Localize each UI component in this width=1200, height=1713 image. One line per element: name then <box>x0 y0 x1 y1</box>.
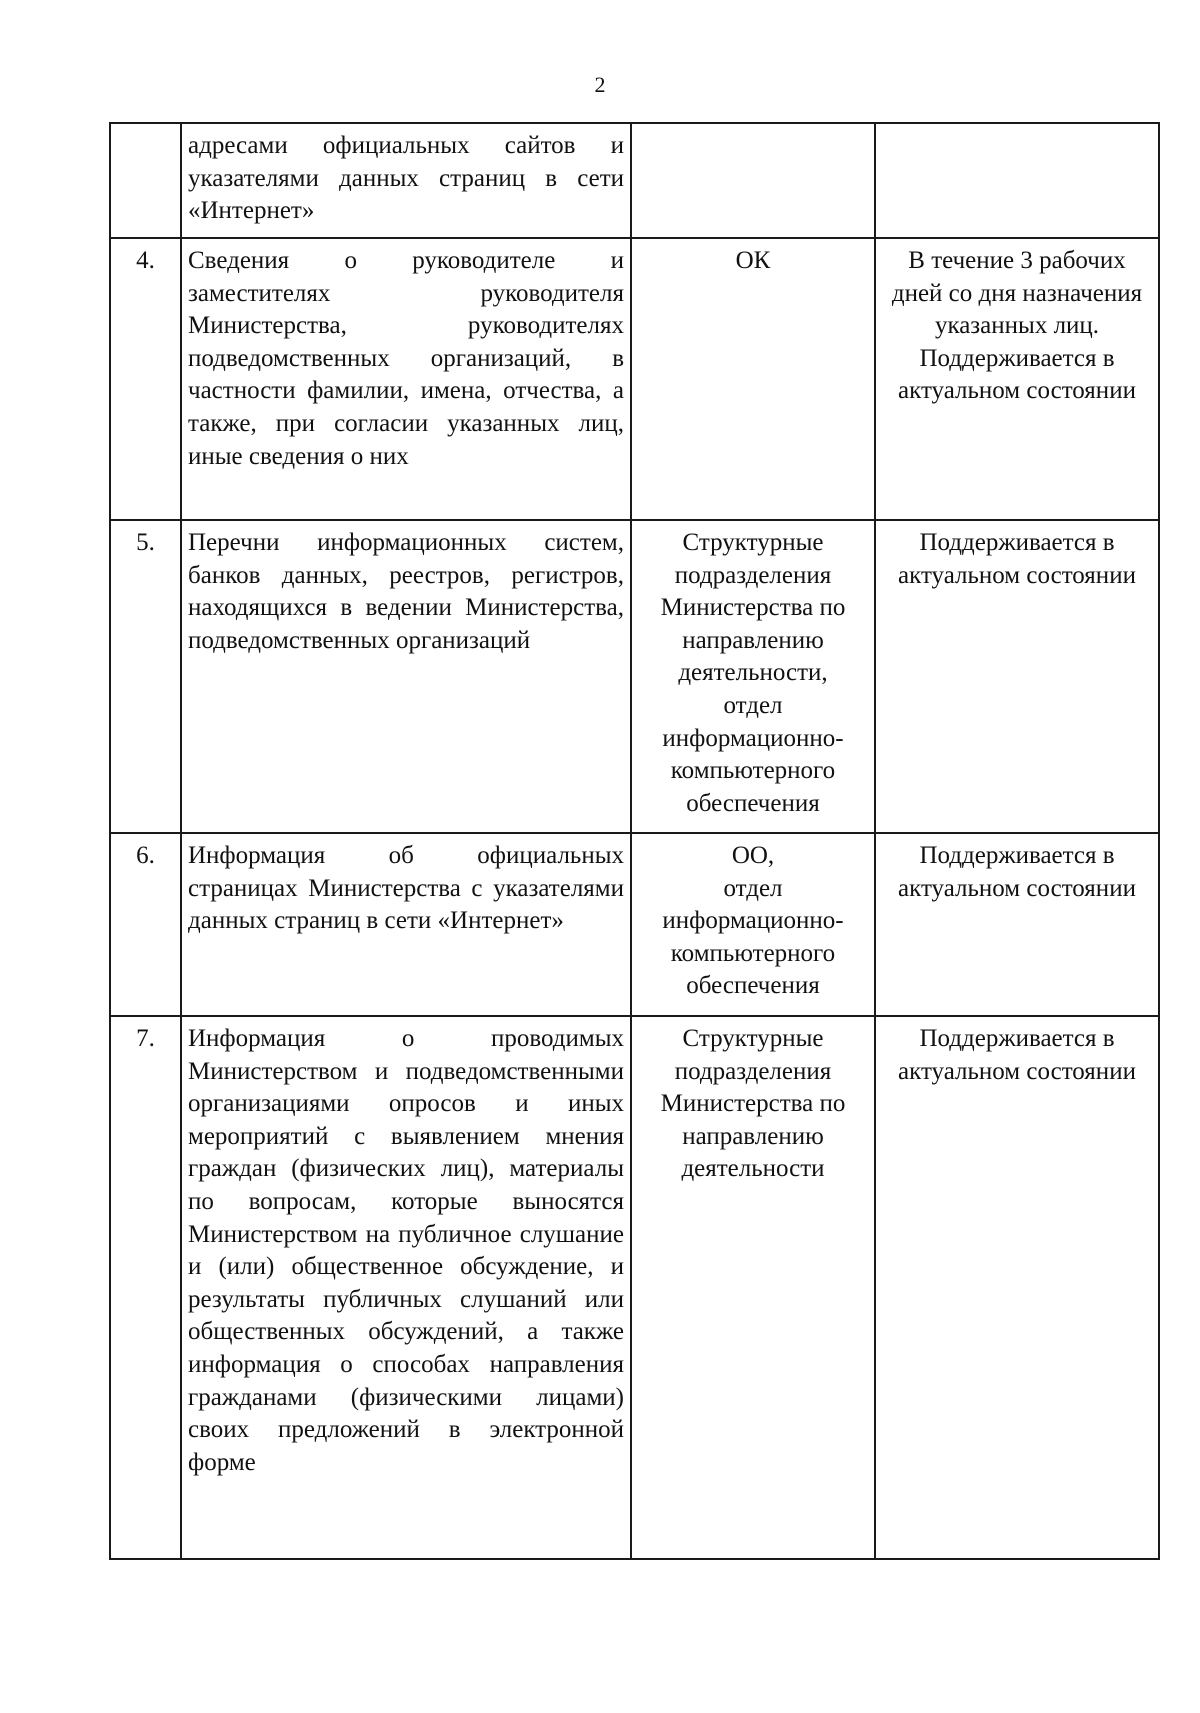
responsible-cell <box>631 833 875 1016</box>
table-row <box>110 123 1159 238</box>
table-row <box>110 1016 1159 1559</box>
row-description: Информация об официальных страницах Министерства с указателями данных страниц в сети «Интернет» <box>188 842 624 935</box>
description-cell <box>181 833 631 1016</box>
table-row <box>110 238 1159 520</box>
row-number: 6. <box>136 842 155 869</box>
row-responsible: ОО, отдел информационно-компьютерного обеспечения <box>662 842 844 1000</box>
row-number-cell <box>110 238 181 520</box>
row-term: Поддерживается в актуальном состоянии <box>898 1025 1136 1085</box>
page-number: 2 <box>594 72 606 97</box>
responsible-cell <box>631 238 875 520</box>
row-responsible: Структурные подразделения Министерства по направлению деятельности <box>660 1025 846 1183</box>
row-number-cell <box>110 520 181 833</box>
row-number-cell <box>110 1016 181 1559</box>
row-description: Информация о проводимых Министерством и подведомственными организациями опросов и иных мероприятий с выявлением мнения граждан (физических лиц), материалы по вопросам, которые выносятся Министерством на публичное слушание и (или) общественное обсуждение, и результаты публичных слушаний или общественных обсуждений, а также информация о способах направления гражданами (физическими лицами) своих предложений в электронной форме <box>188 1025 624 1476</box>
row-responsible: ОК <box>735 247 771 274</box>
description-cell <box>181 520 631 833</box>
description-cell <box>181 238 631 520</box>
row-number: 7. <box>136 1025 155 1052</box>
row-number: 5. <box>136 529 155 556</box>
row-term: В течение 3 рабочих дней со дня назначения указанных лиц. Поддерживается в актуальном состоянии <box>891 247 1143 405</box>
row-number-cell <box>110 833 181 1016</box>
description-cell <box>181 1016 631 1559</box>
term-cell <box>875 520 1159 833</box>
row-description: Сведения о руководителе и заместителях руководителя Министерства, руководителях подведомственных организаций, в частности фамилии, имена, отчества, а также, при согласии указанных лиц, иные сведения о них <box>188 247 624 470</box>
responsible-cell <box>631 520 875 833</box>
row-description: Перечни информационных систем, банков данных, реестров, регистров, находящихся в ведении Министерства, подведомственных организаций <box>188 529 624 654</box>
description-cell <box>181 123 631 238</box>
term-cell <box>875 123 1159 238</box>
row-number-cell <box>110 123 181 238</box>
table-row <box>110 833 1159 1016</box>
row-responsible: Структурные подразделения Министерства по направлению деятельности, отдел информационно-компьютерного обеспечения <box>660 529 846 817</box>
term-cell <box>875 238 1159 520</box>
row-term: Поддерживается в актуальном состоянии <box>898 529 1136 589</box>
term-cell <box>875 833 1159 1016</box>
responsible-cell <box>631 123 875 238</box>
row-number: 4. <box>136 247 155 274</box>
term-cell <box>875 1016 1159 1559</box>
row-term: Поддерживается в актуальном состоянии <box>898 842 1136 902</box>
row-description: адресами официальных сайтов и указателями данных страниц в сети «Интернет» <box>188 132 624 225</box>
table-row <box>110 520 1159 833</box>
responsible-cell <box>631 1016 875 1559</box>
document-table <box>109 122 1160 1560</box>
